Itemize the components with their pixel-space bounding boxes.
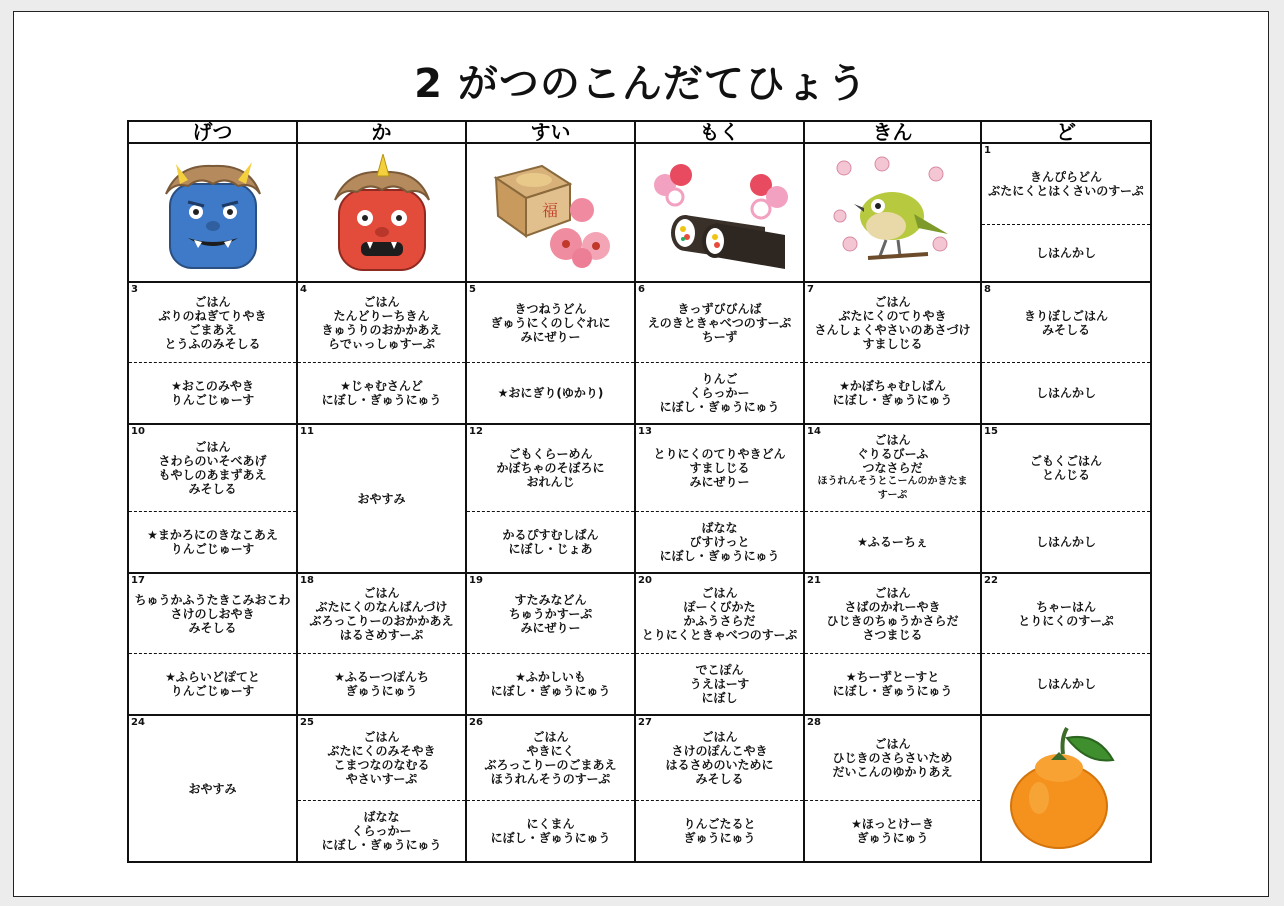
menu-line: ぶろっこりーのおかかあえ xyxy=(309,613,454,628)
snack-line: でこぽん xyxy=(695,663,744,677)
weekday-sat: ど xyxy=(981,121,1151,143)
snack-line: りんご xyxy=(701,372,738,386)
snack-cell xyxy=(635,363,804,425)
snack-line: にぼし・ぎゅうにゅう xyxy=(832,393,953,407)
illustration-cell xyxy=(804,143,981,282)
menu-line: ごはん xyxy=(874,737,911,751)
menu-line: ごはん xyxy=(532,730,569,744)
weekday-mon: げつ xyxy=(128,121,297,143)
menu-line: みにぜりー xyxy=(520,329,581,344)
menu-line: ぐりるびーふ xyxy=(856,447,929,461)
snack-line: かるぴすむしぱん xyxy=(502,528,599,542)
menu-line: やさいすーぷ xyxy=(345,772,418,786)
day-number: 11 xyxy=(300,426,314,437)
day-cell xyxy=(804,282,981,363)
menu-line: ちゅうかふうたきこみおこわ xyxy=(134,592,291,607)
menu-line: ごはん xyxy=(874,433,911,447)
snack-line: ばなな xyxy=(363,810,400,824)
snack-cell xyxy=(635,801,804,863)
day-number: 4 xyxy=(300,284,307,295)
blue-oni-icon xyxy=(158,154,268,272)
day-number: 10 xyxy=(131,426,145,437)
snack-line: しはんかし xyxy=(1035,535,1096,549)
menu-line: ぶりのねぎてりやき xyxy=(158,308,267,323)
day-cell xyxy=(297,573,466,654)
snack-line: りんごたると xyxy=(683,817,756,831)
menu-line: さけのしおやき xyxy=(170,606,255,621)
snack-line: にぼし・ぎゅうにゅう xyxy=(832,684,953,698)
day-cell xyxy=(297,715,466,801)
menu-line: ごはん xyxy=(363,294,400,309)
menu-line: とんじる xyxy=(1041,468,1090,482)
day-cell xyxy=(635,715,804,801)
snack-cell xyxy=(981,363,1151,425)
holiday-cell xyxy=(297,424,466,573)
snack-line: ★おこのみやき xyxy=(171,379,254,393)
holiday-label: おやすみ xyxy=(188,781,237,796)
snack-line: にぼし xyxy=(701,691,738,705)
menu-line: ほうれんそうのすーぷ xyxy=(490,772,611,786)
snack-cell xyxy=(128,512,297,574)
menu-line: ぎゅうにくのしぐれに xyxy=(490,315,611,330)
day-cell xyxy=(128,282,297,363)
menu-line: ひじきのちゅうかさらだ xyxy=(826,613,959,628)
snack-cell xyxy=(635,654,804,716)
weekday-wed: すい xyxy=(466,121,635,143)
snack-line: しはんかし xyxy=(1035,245,1096,260)
menu-line: らでぃっしゅすーぷ xyxy=(327,336,436,351)
snack-line: ぎゅうにゅう xyxy=(683,831,756,845)
day-cell xyxy=(804,424,981,512)
menu-line: はるさめすーぷ xyxy=(339,627,424,642)
menu-line: ごはん xyxy=(701,585,738,600)
menu-line: ぶたにくのなんばんづけ xyxy=(315,599,448,614)
week-row xyxy=(128,715,1151,801)
mikan-icon xyxy=(1001,724,1131,854)
snack-line: ★ふるーちぇ xyxy=(857,535,928,549)
menu-line: さけのぽんこやき xyxy=(671,744,768,758)
menu-line: ごはん xyxy=(874,294,911,309)
day-cell xyxy=(981,573,1151,654)
snack-row xyxy=(128,363,1151,425)
menu-line: ぶたにくのみそやき xyxy=(327,744,436,758)
menu-line: きっずびびんば xyxy=(677,301,762,316)
menu-line: きりぼしごはん xyxy=(1023,308,1108,323)
menu-line: ひじきのさらさいため xyxy=(832,751,953,765)
menu-line: ごはん xyxy=(874,585,911,600)
day-cell xyxy=(804,573,981,654)
snack-line: ★ふるーつぽんち xyxy=(334,670,429,684)
illustration-cell xyxy=(297,143,466,282)
snack-cell xyxy=(981,654,1151,716)
snack-line: ★ふかしいも xyxy=(515,670,586,684)
holiday-cell xyxy=(128,715,297,862)
day-number: 12 xyxy=(469,426,483,437)
menu-line: みにぜりー xyxy=(689,475,750,489)
snack-line: うえはーす xyxy=(689,677,750,691)
menu-line: きゅうりのおかかあえ xyxy=(321,322,442,337)
day-number: 7 xyxy=(807,284,814,295)
week-row xyxy=(128,282,1151,363)
menu-line: とりにくのてりやきどん xyxy=(653,447,786,461)
menu-line: ごはん xyxy=(701,730,738,744)
holiday-label: おやすみ xyxy=(357,491,406,506)
menu-line: ごもくらーめん xyxy=(508,447,593,461)
menu-line: もやしのあまずあえ xyxy=(158,468,267,482)
svg-text:福: 福 xyxy=(541,200,558,220)
snack-row xyxy=(128,654,1151,716)
snack-line: ★ふらいどぽてと xyxy=(165,670,260,684)
day-cell xyxy=(466,715,635,801)
menu-line: すーぷ xyxy=(877,490,908,501)
menu-sheet xyxy=(13,11,1269,897)
day-cell xyxy=(981,282,1151,363)
menu-line: とうふのみそしる xyxy=(164,336,261,351)
menu-line: とりにくときゃべつのすーぷ xyxy=(641,627,798,642)
snack-line: ぎゅうにゅう xyxy=(856,831,929,845)
day-cell xyxy=(297,282,466,363)
snack-line: しはんかし xyxy=(1035,386,1096,400)
menu-line: はるさめのいために xyxy=(665,758,774,772)
menu-line: とりにくのすーぷ xyxy=(1018,613,1114,628)
snack-line: りんごじゅーす xyxy=(170,393,255,407)
menu-line: きんぴらどん xyxy=(1029,169,1102,184)
menu-line: ぶたにくとはくさいのすーぷ xyxy=(988,183,1144,198)
day-number: 6 xyxy=(638,284,645,295)
day-cell xyxy=(466,282,635,363)
day-number: 1 xyxy=(984,145,991,156)
snack-line: にぼし・ぎゅうにゅう xyxy=(490,684,611,698)
snack-cell xyxy=(804,363,981,425)
day-cell xyxy=(804,715,981,801)
day-cell xyxy=(635,282,804,363)
snack-line: りんごじゅーす xyxy=(170,542,255,556)
menu-line: ぶたにくのてりやき xyxy=(838,308,947,323)
day-number: 28 xyxy=(807,717,821,728)
menu-line: すましじる xyxy=(689,461,750,475)
menu-line: つなさらだ xyxy=(862,461,923,475)
day-cell xyxy=(981,424,1151,512)
day-number: 22 xyxy=(984,575,998,586)
menu-line: さばのかれーやき xyxy=(844,599,941,614)
snack-cell xyxy=(128,363,297,425)
snack-cell xyxy=(128,654,297,716)
snack-cell xyxy=(804,801,981,863)
menu-line: たんどりーちきん xyxy=(333,308,430,323)
snack-cell xyxy=(981,224,1151,282)
day-cell xyxy=(466,424,635,512)
snack-line: にぼし・ぎゅうにゅう xyxy=(321,393,442,407)
menu-line: すたみなどん xyxy=(514,592,587,607)
snack-line: にぼし・ぎゅうにゅう xyxy=(659,549,780,563)
snack-line: ばなな xyxy=(701,521,738,535)
menu-line: だいこんのゆかりあえ xyxy=(832,765,953,779)
menu-line: ほうれんそうとこーんのかきたま xyxy=(817,476,968,487)
snack-line: ★じゃむさんど xyxy=(340,379,423,393)
menu-line: ごもくごはん xyxy=(1029,454,1102,468)
snack-line: にぼし・ぎゅうにゅう xyxy=(490,831,611,845)
menu-line: やきにく xyxy=(526,744,575,758)
day-number: 24 xyxy=(131,717,145,728)
illustration-cell xyxy=(981,715,1151,862)
snack-line: びすけっと xyxy=(689,535,750,549)
weekday-fri: きん xyxy=(804,121,981,143)
snack-line: りんごじゅーす xyxy=(170,684,255,698)
snack-cell xyxy=(804,654,981,716)
week-row xyxy=(128,573,1151,654)
day-number: 13 xyxy=(638,426,652,437)
day-number: 21 xyxy=(807,575,821,586)
weekday-thu: もく xyxy=(635,121,804,143)
day-number: 25 xyxy=(300,717,314,728)
menu-line: ぶろっこりーのごまあえ xyxy=(484,758,617,772)
snack-line: ★おにぎり(ゆかり) xyxy=(497,386,604,400)
snack-line: にくまん xyxy=(526,817,575,831)
snack-cell xyxy=(466,363,635,425)
day-number: 8 xyxy=(984,284,991,295)
snack-line: ぎゅうにゅう xyxy=(345,684,418,698)
menu-line: さつまじる xyxy=(862,627,923,642)
page-title: 2 がつのこんだてひょう xyxy=(414,61,868,107)
illustration-cell xyxy=(128,143,297,282)
day-cell xyxy=(635,573,804,654)
mejiro-bird-icon xyxy=(828,154,958,272)
menu-line: みそしる xyxy=(1041,322,1090,337)
menu-line: みにぜりー xyxy=(520,620,581,635)
snack-cell xyxy=(297,654,466,716)
menu-line: ごはん xyxy=(194,440,231,454)
day-number: 5 xyxy=(469,284,476,295)
snack-line: にぼし・じょあ xyxy=(508,542,593,556)
day-cell xyxy=(128,573,297,654)
snack-line: ★ほっとけーき xyxy=(851,817,934,831)
snack-cell xyxy=(804,512,981,574)
menu-line: きつねうどん xyxy=(514,301,587,316)
snack-cell xyxy=(297,801,466,863)
weekday-header xyxy=(128,121,1151,143)
day-number: 20 xyxy=(638,575,652,586)
illustration-cell xyxy=(635,143,804,282)
menu-line: おれんじ xyxy=(526,475,575,489)
menu-calendar xyxy=(127,120,1152,863)
menu-line: ごはん xyxy=(194,294,231,309)
menu-line: こまつなのなむる xyxy=(333,758,430,772)
day-number: 17 xyxy=(131,575,145,586)
menu-line: かぼちゃのそぼろに xyxy=(496,461,605,475)
snack-row xyxy=(128,512,1151,574)
snack-cell xyxy=(466,801,635,863)
menu-line: ごはん xyxy=(363,585,400,600)
menu-line: みそしる xyxy=(188,620,237,635)
menu-line: さんしょくやさいのあさづけ xyxy=(814,322,971,337)
day-number: 27 xyxy=(638,717,652,728)
menu-line: みそしる xyxy=(188,482,237,496)
day-cell xyxy=(635,424,804,512)
week-row xyxy=(128,143,1151,224)
day-cell xyxy=(128,424,297,512)
setsubun-beans-icon xyxy=(486,154,616,272)
ehomaki-icon xyxy=(645,153,795,273)
red-oni-icon xyxy=(327,154,437,272)
snack-cell xyxy=(466,654,635,716)
weekday-tue: か xyxy=(297,121,466,143)
snack-line: くらっかー xyxy=(351,824,412,838)
snack-cell xyxy=(635,512,804,574)
day-number: 14 xyxy=(807,426,821,437)
menu-line: ちゅうかすーぷ xyxy=(508,606,593,621)
snack-line: ★まかろにのきなこあえ xyxy=(147,528,278,542)
snack-line: ★かぼちゃむしぱん xyxy=(839,379,946,393)
day-number: 18 xyxy=(300,575,314,586)
snack-cell xyxy=(981,512,1151,574)
snack-cell xyxy=(297,363,466,425)
illustration-cell xyxy=(466,143,635,282)
snack-line: しはんかし xyxy=(1035,677,1096,691)
menu-line: ごまあえ xyxy=(188,322,237,337)
day-cell xyxy=(981,143,1151,224)
day-number: 15 xyxy=(984,426,998,437)
snack-cell xyxy=(466,512,635,574)
day-number: 3 xyxy=(131,284,138,295)
menu-line: ちゃーはん xyxy=(1035,599,1096,614)
menu-line: かふうさらだ xyxy=(683,613,756,628)
snack-line: にぼし・ぎゅうにゅう xyxy=(659,400,780,414)
menu-line: みそしる xyxy=(695,772,744,786)
day-cell xyxy=(466,573,635,654)
menu-line: ちーず xyxy=(701,329,738,344)
menu-line: ごはん xyxy=(363,730,400,744)
week-row xyxy=(128,424,1151,512)
snack-line: にぼし・ぎゅうにゅう xyxy=(321,838,442,852)
menu-line: えのきときゃべつのすーぷ xyxy=(647,315,792,330)
snack-line: ★ちーずとーすと xyxy=(845,670,940,684)
day-number: 19 xyxy=(469,575,483,586)
menu-line: すましじる xyxy=(862,336,923,351)
snack-line: くらっかー xyxy=(689,386,750,400)
day-number: 26 xyxy=(469,717,483,728)
menu-line: ぽーくびかた xyxy=(683,599,756,614)
menu-line: さわらのいそべあげ xyxy=(158,454,267,468)
